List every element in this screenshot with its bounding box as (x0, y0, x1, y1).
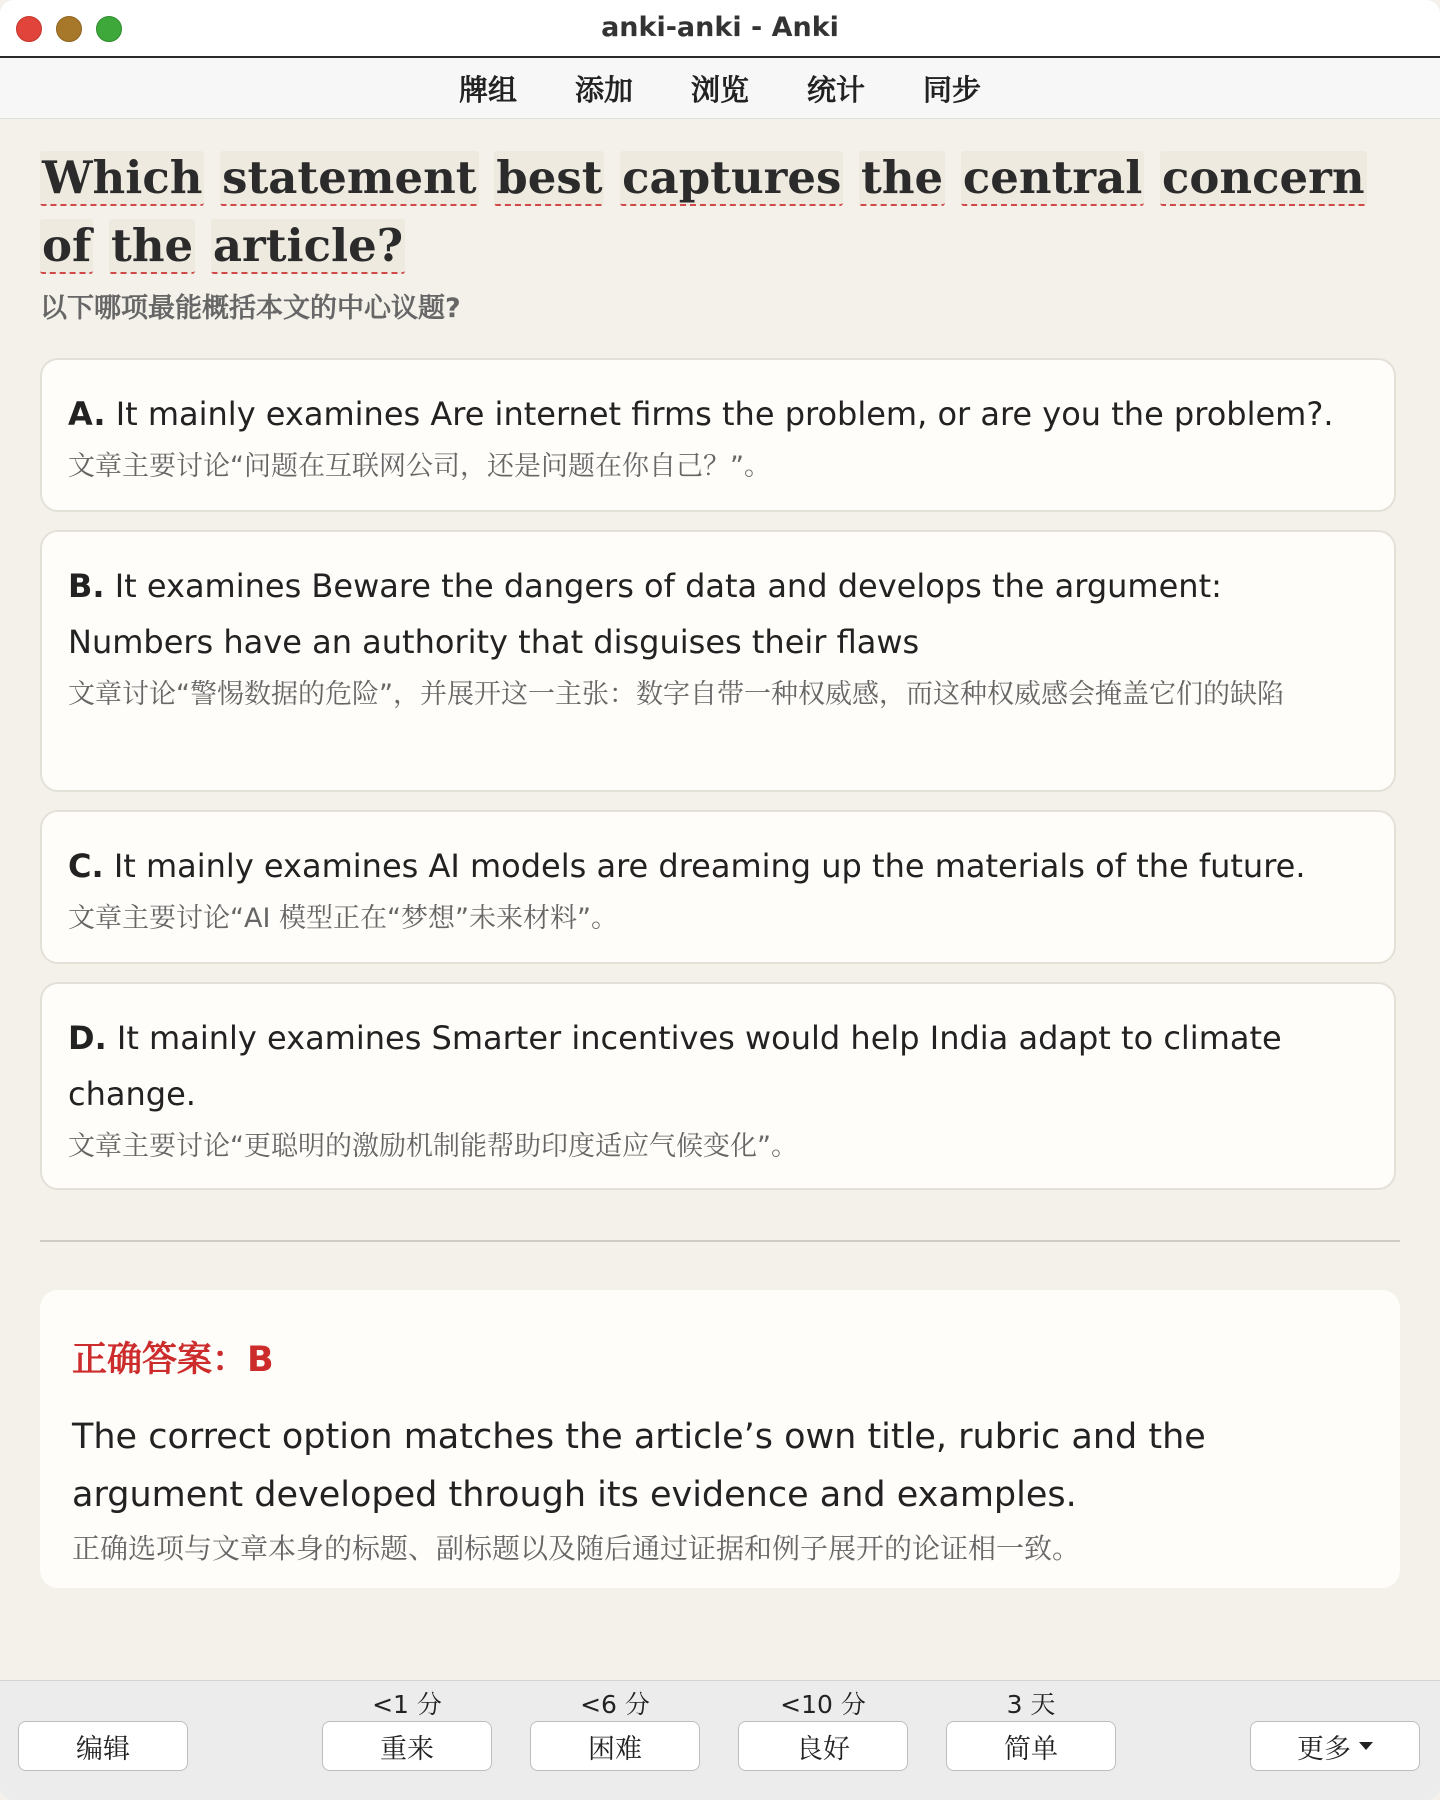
question-word: central (962, 151, 1143, 204)
nav-add[interactable]: 添加 (574, 72, 633, 107)
option-a-chinese: 文章主要讨论“问题在互联网公司，还是问题在你自己？”。 (68, 451, 771, 482)
option-letter: B. (68, 567, 105, 605)
question-word: captures (622, 151, 842, 204)
option-c-text: It mainly examines AI models are dreaming up the materials of the future. (113, 847, 1306, 885)
option-d[interactable] (40, 982, 1396, 1190)
question-word: concern (1162, 151, 1365, 204)
question-english (40, 144, 1400, 280)
option-a-text: It mainly examines Are internet firms the problem, or are you the problem?. (115, 395, 1334, 433)
option-b-english (68, 558, 1368, 670)
nav-browse[interactable]: 浏览 (690, 72, 749, 107)
question-word: the (861, 151, 944, 204)
again-button[interactable]: 重来 (322, 1721, 492, 1771)
option-letter: D. (68, 1019, 107, 1057)
correct-answer-label: 正确答案：B (72, 1340, 274, 1380)
window-title: anki-anki - Anki (601, 12, 839, 43)
top-toolbar (0, 58, 1440, 119)
hard-button[interactable]: 困难 (530, 1721, 700, 1771)
option-d-english (68, 1010, 1368, 1122)
hard-interval: <6 分 (580, 1690, 650, 1719)
option-b-chinese: 文章讨论“警惕数据的危险”，并展开这一主张：数字自带一种权威感，而这种权威感会掩盖它们的缺陷 (68, 679, 1284, 710)
answer-divider (40, 1240, 1400, 1242)
option-a-english (68, 386, 1368, 442)
answer-panel (40, 1290, 1400, 1588)
question-word: of (42, 219, 92, 272)
nav-decks[interactable]: 牌组 (458, 72, 517, 107)
more-button[interactable] (1250, 1721, 1420, 1771)
option-d-text: It mainly examines Smarter incentives would help India adapt to climate change. (68, 1019, 1282, 1113)
option-c[interactable] (40, 810, 1396, 964)
more-label: 更多 (1297, 1733, 1351, 1765)
title-bar (0, 0, 1440, 58)
edit-button[interactable]: 编辑 (18, 1721, 188, 1771)
easy-interval: 3 天 (1006, 1690, 1056, 1719)
good-interval: <10 分 (780, 1690, 866, 1719)
card-question (40, 144, 1400, 325)
review-bottom-bar (0, 1680, 1440, 1800)
option-a[interactable] (40, 358, 1396, 512)
option-c-chinese: 文章主要讨论“AI 模型正在“梦想”未来材料”。 (68, 903, 618, 934)
answer-explanation-chinese: 正确选项与文章本身的标题、副标题以及随后通过证据和例子展开的论证相一致。 (72, 1532, 1081, 1565)
answer-explanation-english: The correct option matches the article’s own title, rubric and the argument developed through its evidence and examples. (72, 1417, 1206, 1515)
option-letter: A. (68, 395, 106, 433)
good-button[interactable]: 良好 (738, 1721, 908, 1771)
question-word: best (496, 151, 603, 204)
nav-stats[interactable]: 统计 (807, 72, 866, 107)
question-word: article? (212, 219, 404, 272)
question-word: Which (42, 151, 203, 204)
option-b[interactable] (40, 530, 1396, 792)
question-chinese: 以下哪项最能概括本文的中心议题? (40, 293, 461, 324)
again-interval: <1 分 (372, 1690, 442, 1719)
question-word: statement (222, 151, 477, 204)
easy-button[interactable]: 简单 (946, 1721, 1116, 1771)
option-b-text: It examines Beware the dangers of data and develops the argument: Numbers have an authority that disguises their flaws (68, 567, 1222, 661)
caret-down-icon (1359, 1742, 1373, 1750)
option-c-english (68, 838, 1368, 894)
option-letter: C. (68, 847, 104, 885)
option-d-chinese: 文章主要讨论“更聪明的激励机制能帮助印度适应气候变化”。 (68, 1131, 798, 1162)
question-word: the (111, 219, 194, 272)
nav-sync[interactable]: 同步 (923, 72, 982, 107)
